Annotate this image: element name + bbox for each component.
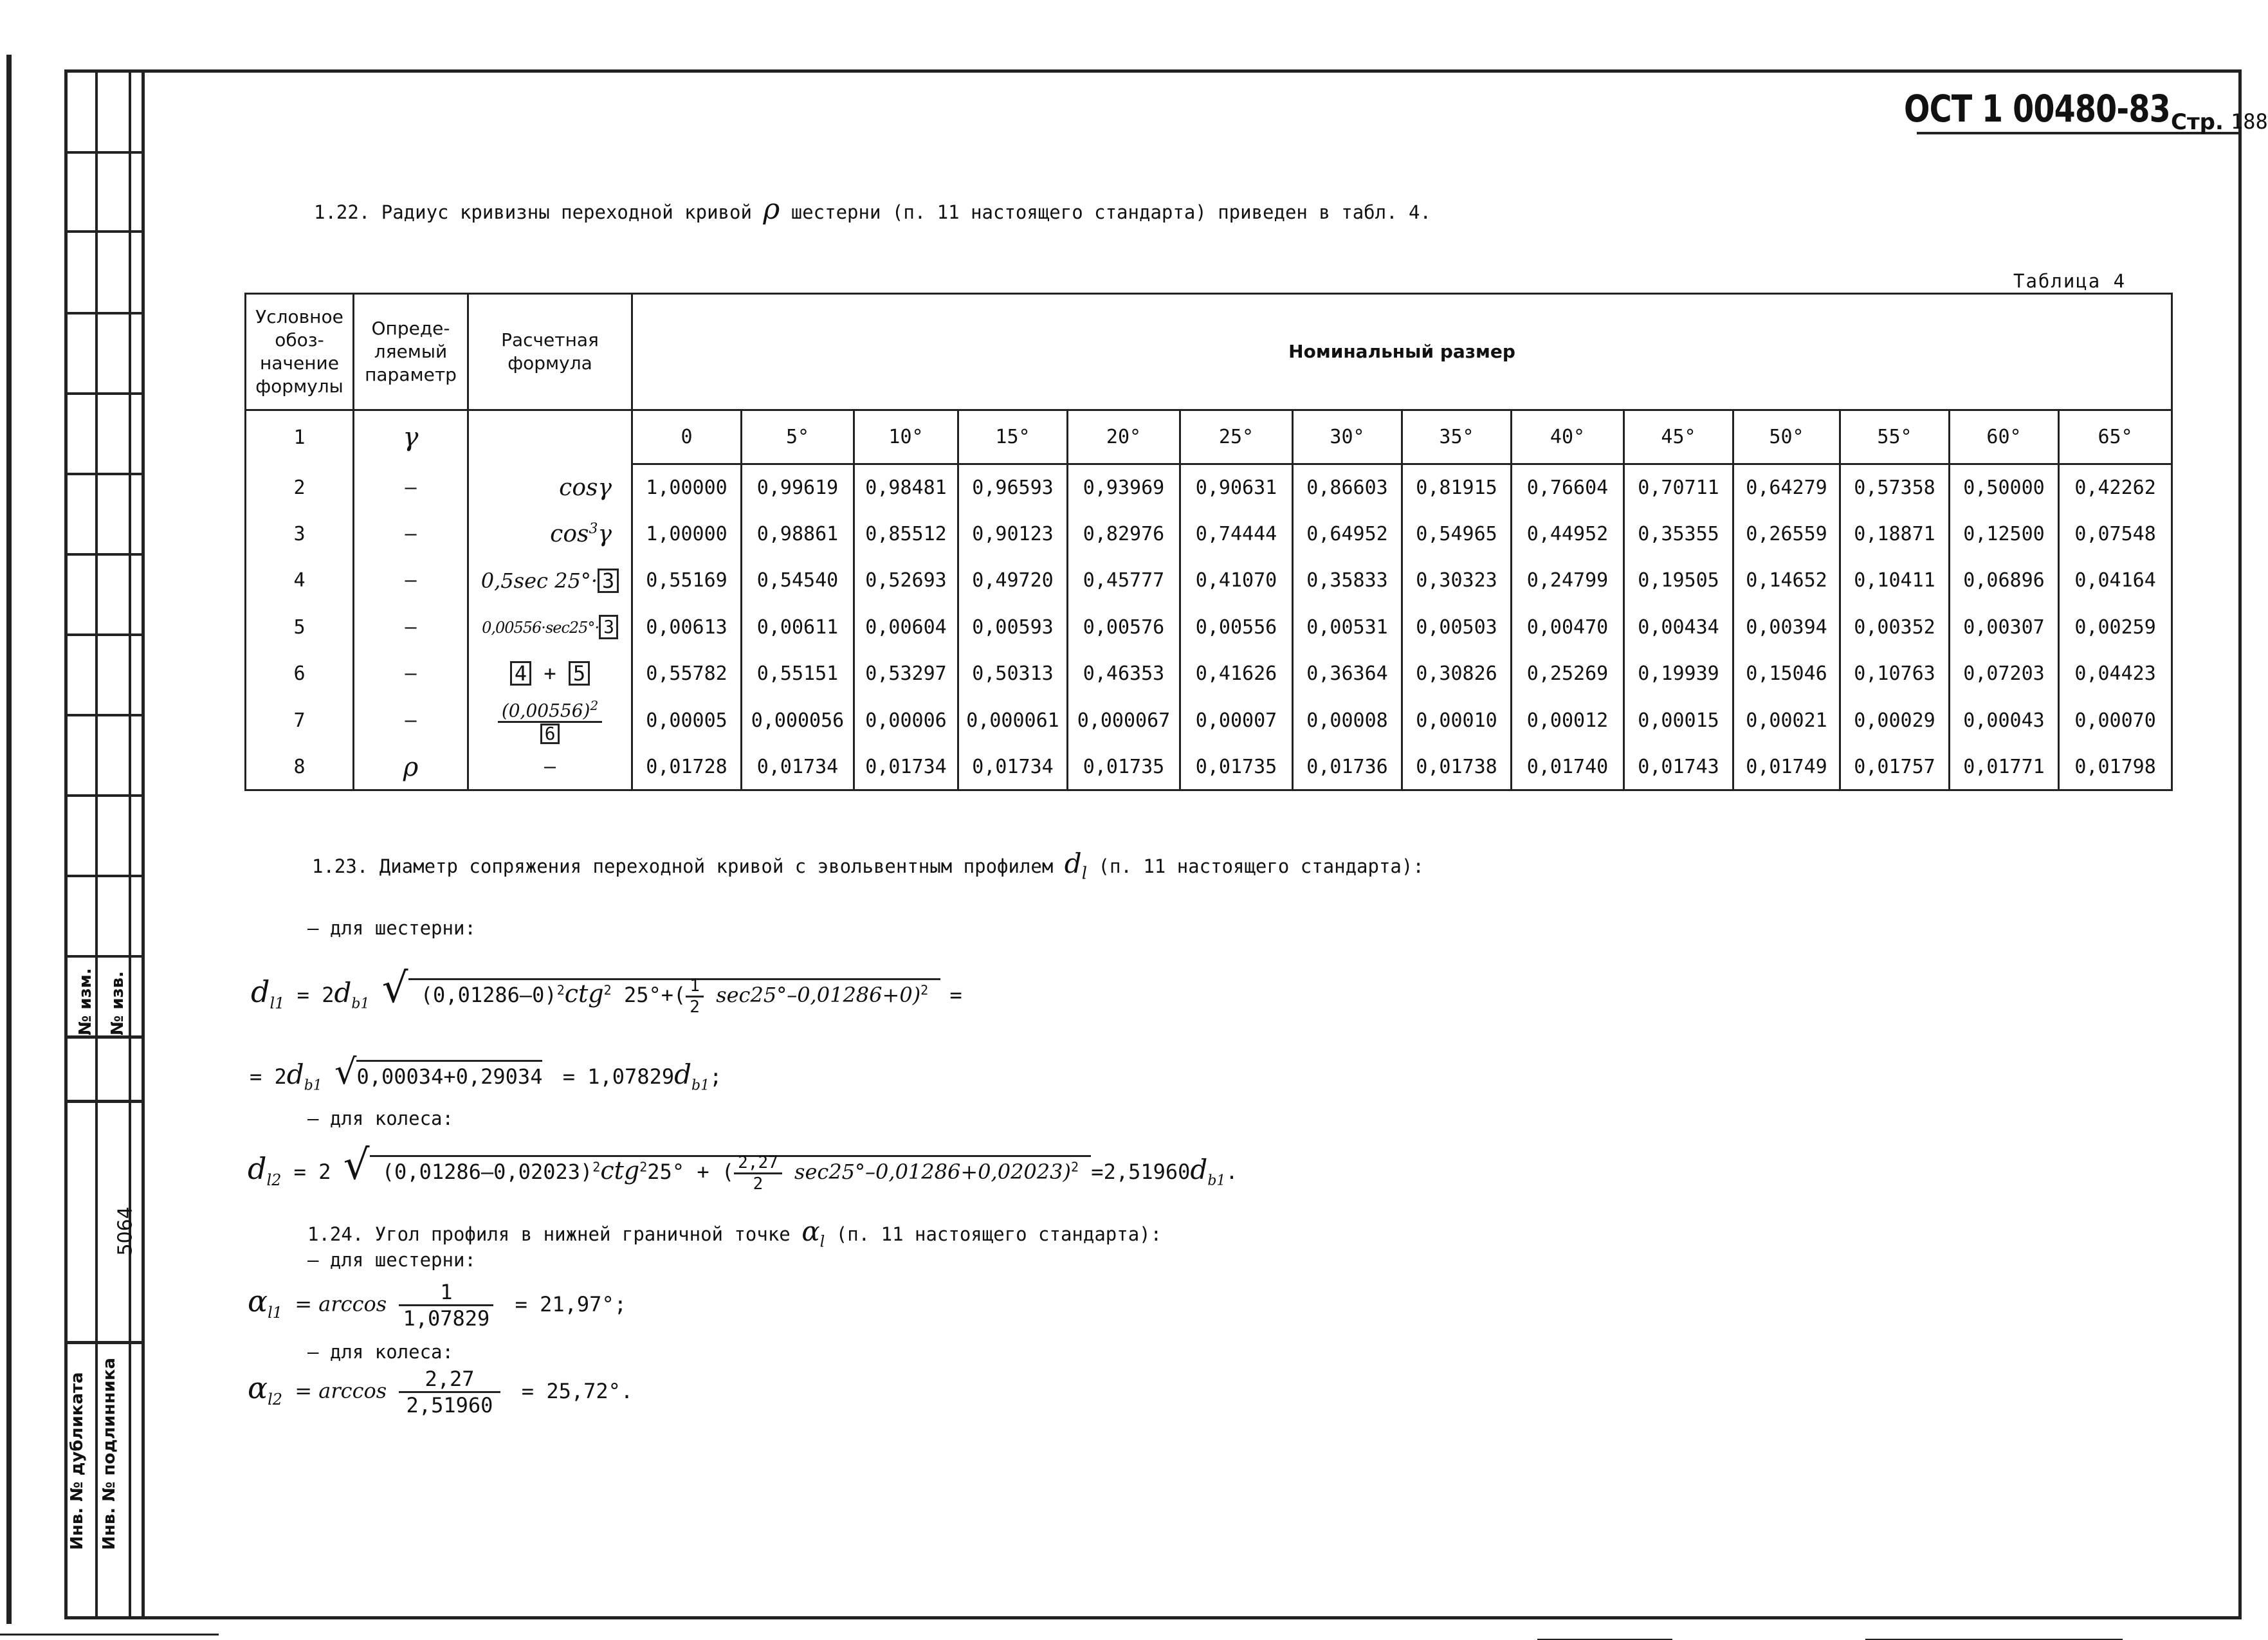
value-cell: 0,00259 xyxy=(2059,604,2172,650)
value-cell: 0,00070 xyxy=(2059,697,2172,745)
angle-cell: 55° xyxy=(1840,410,1950,464)
stamp-divider-2 xyxy=(129,69,131,1616)
f3-rad-b: 2 xyxy=(592,1159,601,1175)
value-cell: 0,52693 xyxy=(854,558,958,604)
stamp-line xyxy=(64,392,142,395)
table-header-row xyxy=(246,294,2172,410)
value-cell: 0,55169 xyxy=(632,558,742,604)
value-cell: 0,00307 xyxy=(1950,604,2059,650)
f1-rad-f: sec25°–0,01286+0) xyxy=(716,983,921,1007)
value-cell: 0,49720 xyxy=(958,558,1068,604)
row-id: 1 xyxy=(246,410,354,464)
value-cell: 0,01749 xyxy=(1733,745,1840,790)
angle-cell: 10° xyxy=(854,410,958,464)
f3-sqrt-sign: √ xyxy=(343,1142,370,1189)
f3-rad-g: 2 xyxy=(1070,1159,1079,1175)
value-cell: 0,00434 xyxy=(1624,604,1733,650)
formula-coef-sec-3 xyxy=(468,604,632,650)
angle-cell: 0 xyxy=(632,410,742,464)
f3-result: =2,51960 xyxy=(1091,1160,1191,1184)
f4-num: 1 xyxy=(399,1280,493,1306)
f3-radicand xyxy=(370,1153,1092,1194)
f2-db2-sub: b1 xyxy=(691,1077,710,1094)
f3-lhs-base: d xyxy=(248,1151,267,1186)
table-row-2 xyxy=(246,464,2172,511)
value-cell: 0,01734 xyxy=(854,745,958,790)
value-cell: 0,93969 xyxy=(1068,464,1180,511)
f3-db-base: d xyxy=(1190,1154,1208,1185)
stamp-line xyxy=(64,1100,142,1103)
value-cell: 0,000056 xyxy=(742,697,854,745)
f5-lhs-sub: l2 xyxy=(268,1390,283,1408)
value-cell: 0,00015 xyxy=(1624,697,1733,745)
rho-symbol: ρ xyxy=(763,193,780,226)
value-cell: 1,00000 xyxy=(632,511,742,557)
dl-symbol-sub: l xyxy=(1081,864,1088,884)
value-cell: 0,53297 xyxy=(854,650,958,697)
f3-db-sub: b1 xyxy=(1207,1172,1226,1189)
stamp-line xyxy=(64,230,142,233)
table-row-8 xyxy=(246,745,2172,790)
param-dash: – xyxy=(354,697,468,745)
value-cell: 0,64952 xyxy=(1293,511,1402,557)
f2-db-sub: b1 xyxy=(304,1077,322,1094)
value-cell: 0,00604 xyxy=(854,604,958,650)
formula-ref-box: 3 xyxy=(599,615,618,639)
row-id: 3 xyxy=(246,511,354,557)
value-cell: 0,00556 xyxy=(1180,604,1293,650)
f1-radicand xyxy=(408,976,941,1017)
value-cell: 0,00470 xyxy=(1512,604,1624,650)
f1-rad-e: 25°+( xyxy=(623,983,686,1007)
scan-line xyxy=(0,1634,219,1635)
label-wheel: – для колеса: xyxy=(307,1107,453,1129)
alpha-symbol-base: α xyxy=(801,1216,820,1247)
formula-sec-text: 0,5sec 25°· xyxy=(480,568,598,593)
stamp-change-no: № изм. xyxy=(76,968,95,1035)
f2-db-base: d xyxy=(286,1059,304,1090)
stamp-line xyxy=(64,875,142,877)
f1-frac xyxy=(686,976,704,1017)
value-cell: 0,85512 xyxy=(854,511,958,557)
value-cell: 0,54540 xyxy=(742,558,854,604)
f1-rad-c: ctg xyxy=(564,979,604,1008)
value-cell: 0,01734 xyxy=(958,745,1068,790)
f4-lhs xyxy=(248,1283,283,1322)
f1-eq: = 2 xyxy=(297,983,334,1007)
f5-lhs-base: α xyxy=(248,1370,268,1405)
value-cell: 0,00029 xyxy=(1840,697,1950,745)
section-1-23 xyxy=(312,848,1424,883)
value-cell: 0,15046 xyxy=(1733,650,1840,697)
row-id: 8 xyxy=(246,745,354,790)
table-row-7 xyxy=(246,697,2172,745)
param-dash: – xyxy=(354,464,468,511)
stamp-line xyxy=(64,955,142,958)
stamp-notice-no: № изв. xyxy=(108,971,127,1035)
value-cell: 0,00021 xyxy=(1733,697,1840,745)
value-cell: 0,10763 xyxy=(1840,650,1950,697)
formula-sum-boxes xyxy=(468,650,632,697)
f3-end: . xyxy=(1225,1160,1238,1184)
page-label: Стр. xyxy=(2171,109,2224,135)
section-1-24 xyxy=(307,1216,1162,1250)
value-cell: 0,30323 xyxy=(1402,558,1512,604)
f4-lhs-base: α xyxy=(248,1283,268,1318)
angle-cell: 30° xyxy=(1293,410,1402,464)
value-cell: 0,42262 xyxy=(2059,464,2172,511)
angle-cell: 45° xyxy=(1624,410,1733,464)
angle-cell: 20° xyxy=(1068,410,1180,464)
formula-num-text: (0,00556) xyxy=(501,699,590,721)
value-cell: 0,25269 xyxy=(1512,650,1624,697)
f1-end: = xyxy=(949,983,962,1007)
stamp-line xyxy=(64,794,142,797)
value-cell: 0,00010 xyxy=(1402,697,1512,745)
f3-rad-c: ctg xyxy=(600,1156,640,1185)
section-1-22-text: 1.22. Радиус кривизны переходной кривой xyxy=(314,201,752,223)
row-id: 4 xyxy=(246,558,354,604)
value-cell: 0,00005 xyxy=(632,697,742,745)
value-cell: 0,07548 xyxy=(2059,511,2172,557)
table-row-5 xyxy=(246,604,2172,650)
value-cell: 0,50313 xyxy=(958,650,1068,697)
value-cell: 0,35833 xyxy=(1293,558,1402,604)
f4-frac xyxy=(399,1280,493,1331)
f1-frac-den: 2 xyxy=(690,997,700,1017)
formula-alpha-l1 xyxy=(248,1280,626,1331)
angle-cell: 15° xyxy=(958,410,1068,464)
value-cell: 0,99619 xyxy=(742,464,854,511)
value-cell: 0,44952 xyxy=(1512,511,1624,557)
value-cell: 0,24799 xyxy=(1512,558,1624,604)
value-cell: 0,54965 xyxy=(1402,511,1512,557)
value-cell: 0,06896 xyxy=(1950,558,2059,604)
formula-cos3-gamma xyxy=(468,511,632,557)
value-cell: 0,64279 xyxy=(1733,464,1840,511)
f3-lhs-sub: l2 xyxy=(266,1171,282,1190)
stamp-line xyxy=(64,151,142,154)
value-cell: 0,90123 xyxy=(958,511,1068,557)
page-number: 188 xyxy=(2231,109,2268,134)
f3-rad-f-sec: sec25°–0,01286+0,02023) xyxy=(794,1160,1071,1184)
angle-cell: 65° xyxy=(2059,410,2172,464)
param-dash: – xyxy=(354,511,468,557)
value-cell: 0,00576 xyxy=(1068,604,1180,650)
angle-cell: 60° xyxy=(1950,410,2059,464)
f2-db xyxy=(286,1059,322,1094)
f5-fn: = arccos xyxy=(295,1378,387,1403)
value-cell: 0,000067 xyxy=(1068,697,1180,745)
formula-dl2 xyxy=(248,1142,1238,1194)
value-cell: 0,00008 xyxy=(1293,697,1402,745)
f1-db-base: d xyxy=(334,977,352,1008)
f1-db-sub: b1 xyxy=(351,996,370,1012)
value-cell: 0,12500 xyxy=(1950,511,2059,557)
f2-sqrt-sign: √ xyxy=(334,1052,357,1092)
formula-cos: cos xyxy=(550,520,589,547)
f4-result: = 21,97°; xyxy=(515,1291,626,1317)
f1-rad-a: (0,01286–0) xyxy=(420,983,557,1007)
formula-ref-box: 5 xyxy=(569,661,590,686)
f2-db2 xyxy=(674,1059,710,1094)
row-id: 5 xyxy=(246,604,354,650)
angle-cell: 40° xyxy=(1512,410,1624,464)
header-nominal-size: Номинальный размер xyxy=(632,294,2172,410)
dl-symbol xyxy=(1064,848,1088,884)
angle-cell: 35° xyxy=(1402,410,1512,464)
f1-sqrt-sign: √ xyxy=(381,965,408,1012)
f3-rad-d: 2 xyxy=(639,1159,648,1175)
header-formula-id: Условное обоз- начение формулы xyxy=(246,294,354,410)
f2-end: ; xyxy=(709,1064,722,1089)
table-4 xyxy=(244,293,2173,791)
value-cell: 0,30826 xyxy=(1402,650,1512,697)
section-1-23-text: 1.23. Диаметр сопряжения переходной кривой с эвольвентным профилем xyxy=(312,855,1054,877)
formula-num-exp: 2 xyxy=(590,697,599,713)
table-row-3 xyxy=(246,511,2172,557)
f3-db xyxy=(1190,1154,1226,1189)
row-id: 6 xyxy=(246,650,354,697)
label-pinion-2: – для шестерни: xyxy=(307,1249,476,1271)
value-cell: 0,01736 xyxy=(1293,745,1402,790)
value-cell: 0,00503 xyxy=(1402,604,1512,650)
value-cell: 1,00000 xyxy=(632,464,742,511)
value-cell: 0,01735 xyxy=(1180,745,1293,790)
formula-sec-3 xyxy=(468,558,632,604)
f2-eq: = 2 xyxy=(250,1064,287,1089)
formula-plus: + xyxy=(544,661,556,686)
value-cell: 0,81915 xyxy=(1402,464,1512,511)
stamp-line xyxy=(64,714,142,716)
value-cell: 0,01728 xyxy=(632,745,742,790)
f1-rad-b: 2 xyxy=(556,982,565,998)
value-cell: 0,00531 xyxy=(1293,604,1402,650)
value-cell: 0,70711 xyxy=(1624,464,1733,511)
f4-fn: = arccos xyxy=(295,1291,387,1317)
formula-ref-box: 3 xyxy=(598,569,619,593)
stamp-line xyxy=(64,1035,142,1039)
value-cell: 0,90631 xyxy=(1180,464,1293,511)
f3-rad-a: (0,01286–0,02023) xyxy=(381,1160,593,1184)
value-cell: 0,19939 xyxy=(1624,650,1733,697)
label-pinion: – для шестерни: xyxy=(307,917,476,939)
formula-frac-num xyxy=(498,698,602,723)
header-formula: Расчетная формула xyxy=(468,294,632,410)
f1-rad-d: 2 xyxy=(603,982,612,998)
value-cell: 0,04423 xyxy=(2059,650,2172,697)
value-cell: 0,00012 xyxy=(1512,697,1624,745)
table-row-1 xyxy=(246,410,2172,464)
formula-cell xyxy=(468,410,632,464)
f3-frac-num: 2,27 xyxy=(734,1153,782,1174)
value-cell: 0,00613 xyxy=(632,604,742,650)
value-cell: 0,50000 xyxy=(1950,464,2059,511)
value-cell: 0,98861 xyxy=(742,511,854,557)
formula-dash: – xyxy=(468,745,632,790)
f4-den: 1,07829 xyxy=(403,1306,490,1331)
formula-frac-den xyxy=(498,723,602,744)
formula-ref-box: 4 xyxy=(510,661,531,686)
value-cell: 0,00007 xyxy=(1180,697,1293,745)
value-cell: 0,36364 xyxy=(1293,650,1402,697)
f5-result: = 25,72°. xyxy=(521,1378,634,1403)
value-cell: 0,01735 xyxy=(1068,745,1180,790)
stamp-divider-1 xyxy=(95,69,98,1616)
formula-fraction xyxy=(468,697,632,745)
f2-result: = 1,07829 xyxy=(562,1064,675,1089)
value-cell: 0,01738 xyxy=(1402,745,1512,790)
formula-exp: 3 xyxy=(589,520,598,537)
f3-frac xyxy=(734,1153,782,1194)
section-1-22-rest: шестерни (п. 11 настоящего стандарта) приведен в табл. 4. xyxy=(791,201,1431,223)
value-cell: 0,01798 xyxy=(2059,745,2172,790)
f1-rad-g: 2 xyxy=(920,982,929,998)
table-row-4 xyxy=(246,558,2172,604)
f2-radicand: 0,00034+0,29034 xyxy=(356,1060,542,1089)
value-cell: 0,00352 xyxy=(1840,604,1950,650)
stamp-divider-3 xyxy=(142,69,145,1616)
f5-frac xyxy=(399,1367,500,1417)
formula-frac xyxy=(498,698,602,744)
f5-lhs xyxy=(248,1370,283,1408)
header-parameter: Опреде- ляемый параметр xyxy=(354,294,468,410)
angle-cell: 50° xyxy=(1733,410,1840,464)
formula-dl1-result xyxy=(250,1052,722,1093)
formula-coef-text: 0,00556·sec25°· xyxy=(482,619,599,637)
section-1-24-rest: (п. 11 настоящего стандарта): xyxy=(836,1223,1162,1245)
f5-den: 2,51960 xyxy=(406,1393,493,1417)
label-wheel-2: – для колеса: xyxy=(307,1341,453,1363)
value-cell: 0,01771 xyxy=(1950,745,2059,790)
stamp-line xyxy=(64,553,142,556)
value-cell: 0,82976 xyxy=(1068,511,1180,557)
formula-cos-gamma: cosγ xyxy=(468,464,632,511)
stamp-line xyxy=(64,312,142,314)
f1-lhs xyxy=(251,974,285,1013)
value-cell: 0,00394 xyxy=(1733,604,1840,650)
alpha-symbol-sub: l xyxy=(819,1232,825,1251)
dl-symbol-base: d xyxy=(1064,848,1082,879)
f5-num: 2,27 xyxy=(399,1367,500,1393)
value-cell: 0,41626 xyxy=(1180,650,1293,697)
f1-lhs-sub: l1 xyxy=(270,994,285,1013)
formula-ref-box: 6 xyxy=(540,724,560,744)
table-row-6 xyxy=(246,650,2172,697)
value-cell: 0,98481 xyxy=(854,464,958,511)
value-cell: 0,74444 xyxy=(1180,511,1293,557)
formula-alpha-l2 xyxy=(248,1367,633,1417)
value-cell: 0,01757 xyxy=(1840,745,1950,790)
value-cell: 0,14652 xyxy=(1733,558,1840,604)
angle-cell: 5° xyxy=(742,410,854,464)
value-cell: 0,26559 xyxy=(1733,511,1840,557)
param-dash: – xyxy=(354,558,468,604)
alpha-symbol xyxy=(801,1216,825,1251)
row-id: 7 xyxy=(246,697,354,745)
stamp-line xyxy=(64,633,142,636)
value-cell: 0,96593 xyxy=(958,464,1068,511)
section-1-22 xyxy=(314,193,1431,226)
document-code: ОСТ 1 00480-83 xyxy=(1904,87,2170,131)
row-id: 2 xyxy=(246,464,354,511)
value-cell: 0,00006 xyxy=(854,697,958,745)
value-cell: 0,18871 xyxy=(1840,511,1950,557)
param-gamma: γ xyxy=(354,410,468,464)
value-cell: 0,46353 xyxy=(1068,650,1180,697)
value-cell: 0,00593 xyxy=(958,604,1068,650)
stamp-orig-inv: Инв. № подлинника xyxy=(100,1358,119,1550)
value-cell: 0,01740 xyxy=(1512,745,1624,790)
value-cell: 0,01743 xyxy=(1624,745,1733,790)
param-dash: – xyxy=(354,650,468,697)
value-cell: 0,41070 xyxy=(1180,558,1293,604)
stamp-line xyxy=(64,1341,142,1344)
f3-lhs xyxy=(248,1151,282,1190)
f3-eq: = 2 xyxy=(293,1160,331,1184)
f3-rad-e: 25° + ( xyxy=(647,1160,735,1184)
stamp-dup-inv: Инв. № дубликата xyxy=(68,1372,87,1550)
value-cell: 0,01734 xyxy=(742,745,854,790)
value-cell: 0,86603 xyxy=(1293,464,1402,511)
value-cell: 0,04164 xyxy=(2059,558,2172,604)
stamp-line xyxy=(64,473,142,475)
value-cell: 0,57358 xyxy=(1840,464,1950,511)
f2-db2-base: d xyxy=(674,1059,691,1090)
value-cell: 0,07203 xyxy=(1950,650,2059,697)
f1-lhs-base: d xyxy=(251,974,270,1009)
stamp-number: 5064 xyxy=(114,1207,137,1256)
value-cell: 0,10411 xyxy=(1840,558,1950,604)
value-cell: 0,35355 xyxy=(1624,511,1733,557)
section-1-23-rest: (п. 11 настоящего стандарта): xyxy=(1098,855,1424,877)
formula-gamma: γ xyxy=(598,520,612,547)
table-caption: Таблица 4 xyxy=(2013,270,2126,292)
value-cell: 0,76604 xyxy=(1512,464,1624,511)
f4-lhs-sub: l1 xyxy=(268,1303,283,1322)
angle-cell: 25° xyxy=(1180,410,1293,464)
f1-frac-num: 1 xyxy=(686,976,704,998)
value-cell: 0,19505 xyxy=(1624,558,1733,604)
left-binding-edge xyxy=(6,55,12,1624)
value-cell: 0,55782 xyxy=(632,650,742,697)
value-cell: 0,00611 xyxy=(742,604,854,650)
f1-db xyxy=(334,977,370,1012)
value-cell: 0,000061 xyxy=(958,697,1068,745)
formula-dl1 xyxy=(251,965,962,1017)
section-1-24-text: 1.24. Угол профиля в нижней граничной точке xyxy=(307,1223,791,1245)
f3-frac-den: 2 xyxy=(753,1174,764,1194)
value-cell: 0,00043 xyxy=(1950,697,2059,745)
param-rho: ρ xyxy=(354,745,468,790)
value-cell: 0,45777 xyxy=(1068,558,1180,604)
param-dash: – xyxy=(354,604,468,650)
value-cell: 0,55151 xyxy=(742,650,854,697)
